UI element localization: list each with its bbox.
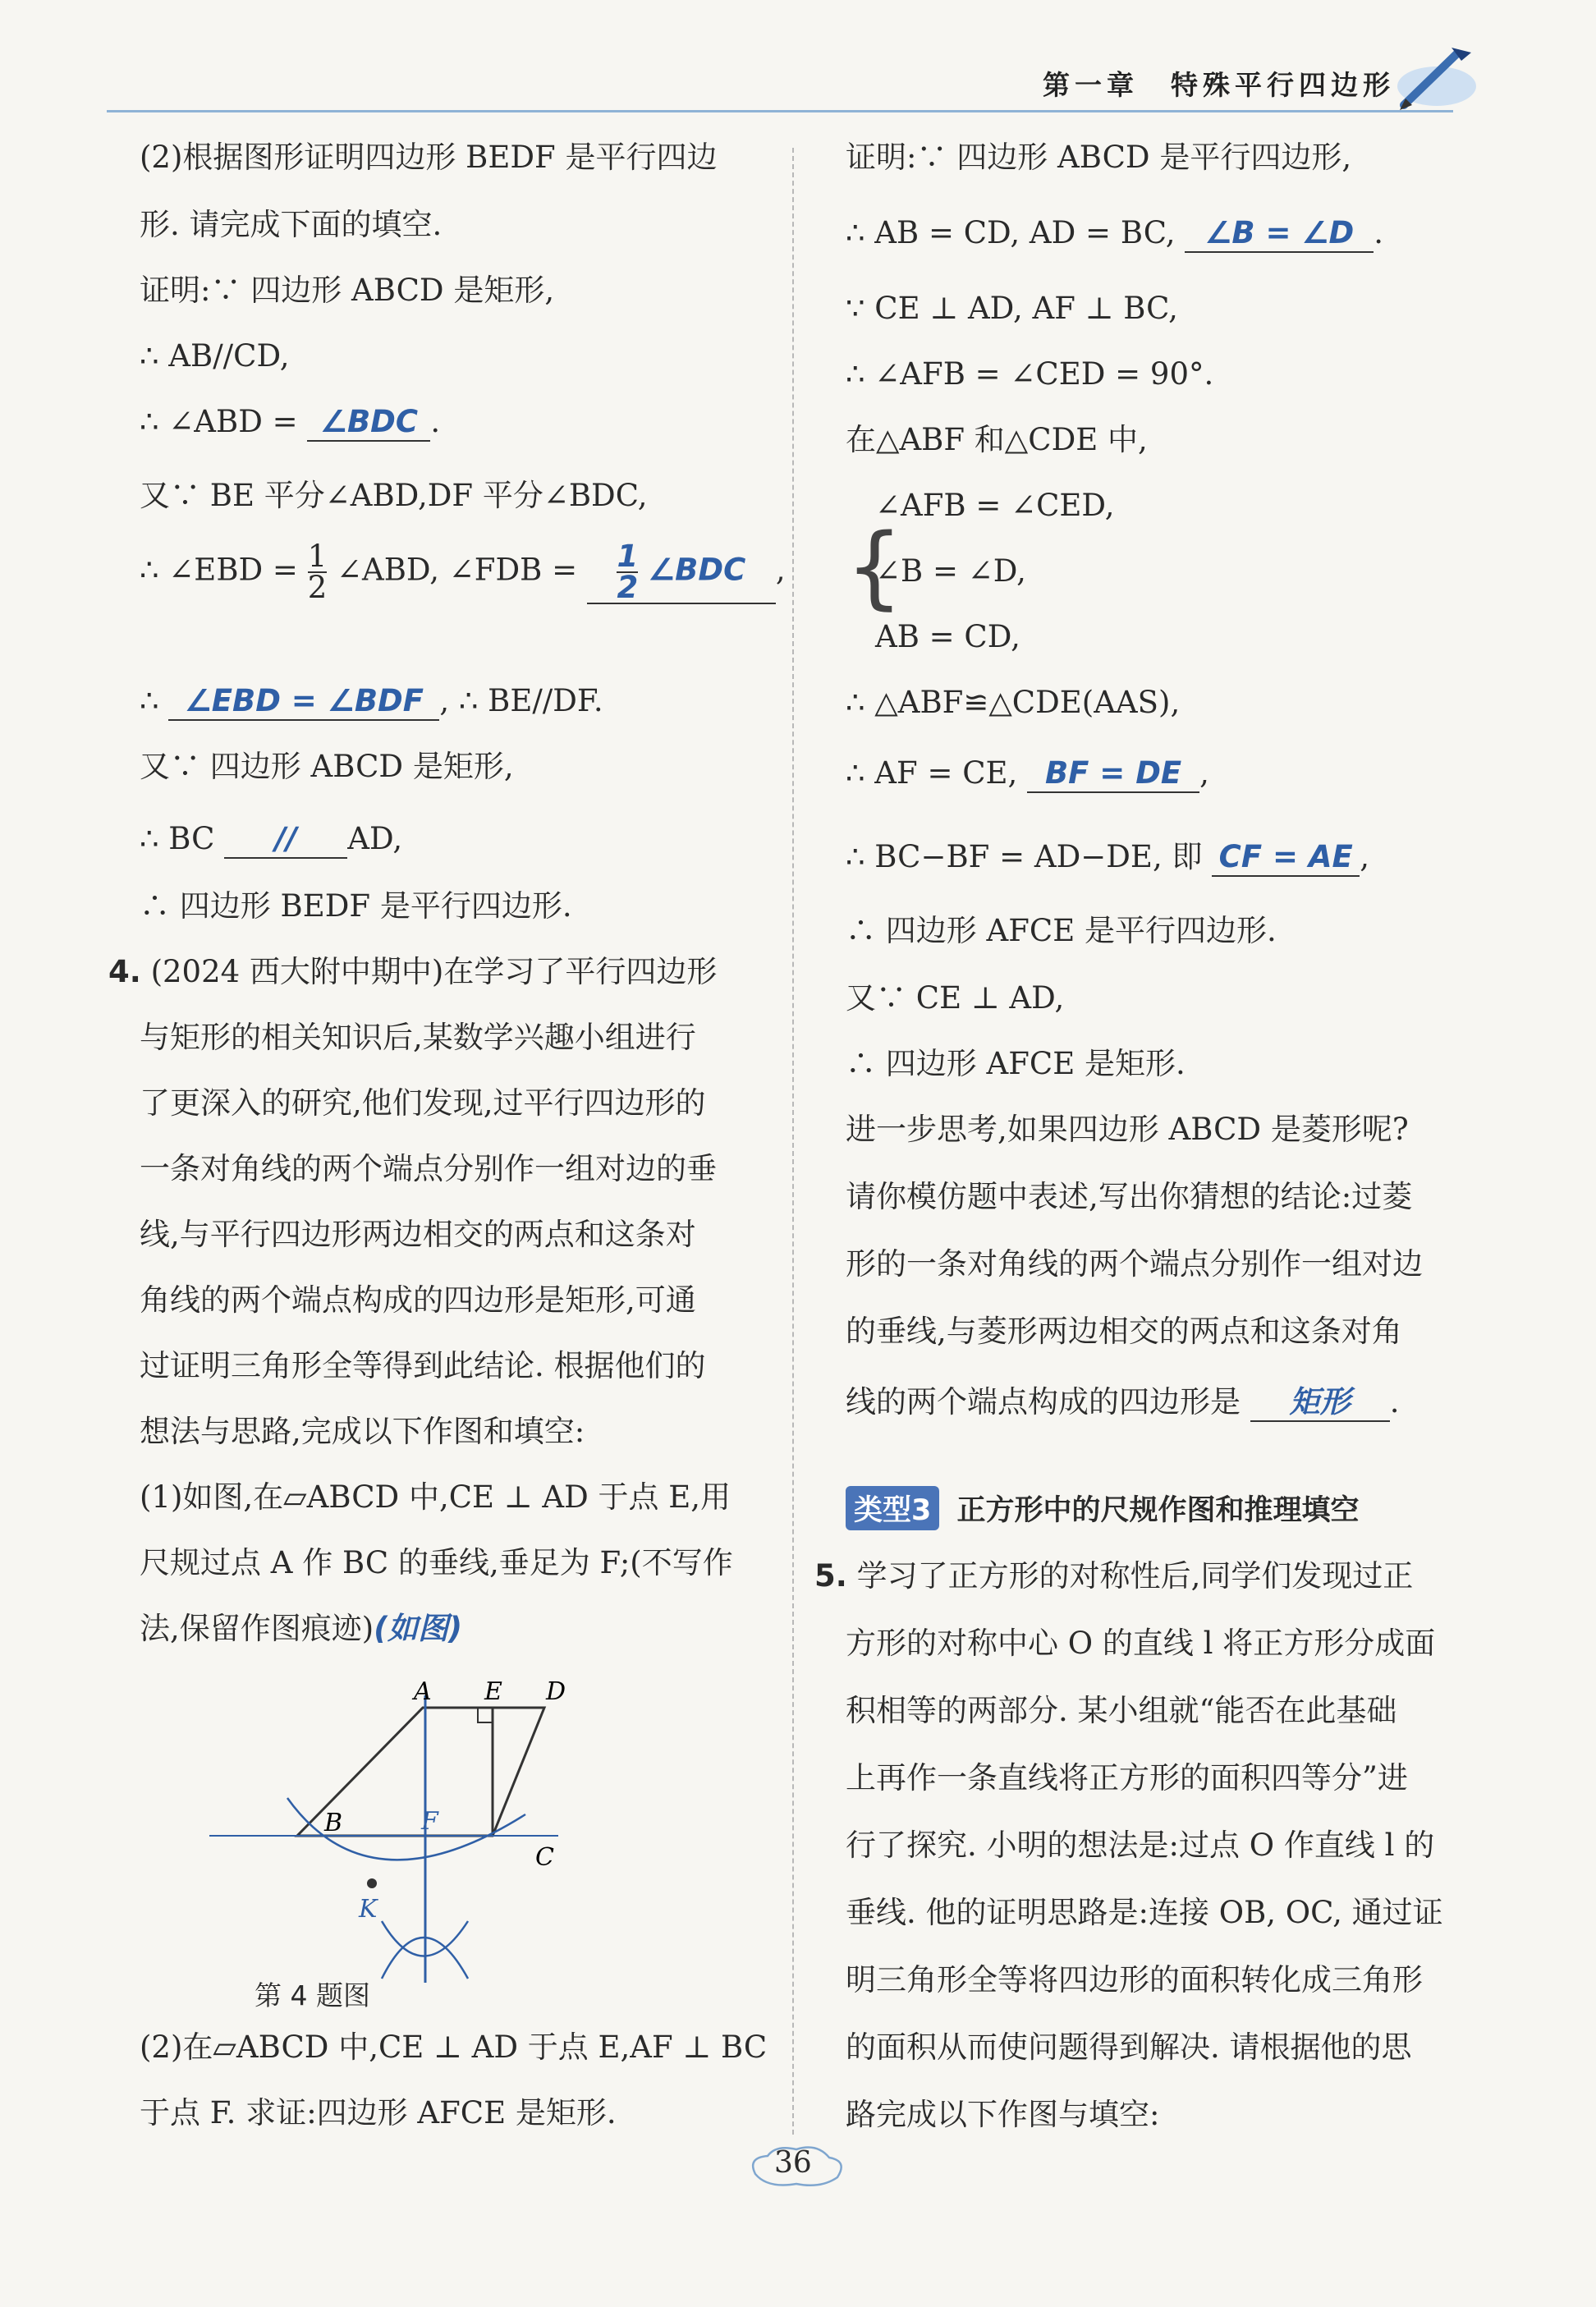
label-k: K [359,1895,378,1924]
text-line: 在△ABF 和△CDE 中, [846,422,1148,457]
label-d: D [546,1677,566,1706]
label-b: B [324,1809,343,1837]
fill-line: ∴ BC−BF = AD−DE, 即 CF = AE , [846,839,1369,877]
text-line: 想法与思路,完成以下作图和填空: [140,1414,585,1449]
fill-line: ∴ AB = CD, AD = BC, ∠B = ∠D . [846,215,1383,253]
point-k [367,1878,377,1888]
answer-blank [307,404,430,442]
text: ∴ ∠EBD = [140,552,298,588]
fill-line [140,683,603,721]
question-number: 5. [814,1558,847,1594]
text-line: 过证明三角形全等得到此结论. 根据他们的 [140,1348,706,1383]
answer-blank [587,539,776,605]
answer-text: (如图) [374,1611,463,1646]
answer-blank [1185,215,1374,253]
text-line: ∠AFB = ∠CED, [875,488,1115,523]
text-line: ∵ CE ⊥ AD, AF ⊥ BC, [846,291,1178,326]
brace-symbol: { [846,514,903,619]
fill-line: ∴ ∠EBD = $\frac{1}{2}$ ∠ABD, ∠FDB = $\frac{1}{2}$ ∠BDC , [140,539,786,605]
answer-blank [1027,755,1199,793]
answer-text: ∠B = ∠D [1204,215,1355,250]
text: ∴ AF = CE, [846,755,1018,791]
label-c: C [535,1843,554,1872]
text-line: 与矩形的相关知识后,某数学兴趣小组进行 [140,1020,696,1055]
text-line: (1)如图,在▱ABCD 中,CE ⊥ AD 于点 E,用 [140,1479,732,1515]
text-line: 证明:∵ 四边形 ABCD 是平行四边形, [846,140,1352,175]
text-line: 证明:∵ 四边形 ABCD 是矩形, [140,273,555,308]
text: (2024 西大附中期中)在学习了平行四边形 [150,954,718,989]
text: , ∴ BE//DF. [439,683,603,718]
text-line: ∴ △ABF≌△CDE(AAS), [846,685,1181,720]
text-line: 请你模仿题中表述,写出你猜想的结论:过菱 [846,1179,1413,1214]
pen-icon [1379,41,1478,115]
text: AD, [347,821,403,856]
figure-4-parallelogram [123,1535,616,1995]
label-a: A [414,1677,432,1706]
text-line: ∴ 四边形 AFCE 是矩形. [846,1046,1186,1081]
text-line: 的垂线,与菱形两边相交的两点和这条对角 [846,1314,1402,1349]
text-line: 垂线. 他的证明思路是:连接 OB, OC, 通过证 [846,1895,1443,1930]
text-line: 路完成以下作图与填空: [846,2097,1160,2132]
text-line: 上再作一条直线将正方形的面积四等分”进 [846,1760,1408,1796]
text-line: ∴ ∠AFB = ∠CED = 90°. [846,356,1214,392]
question-4-line [108,954,717,990]
text-line: 的面积从而使问题得到解决. 请根据他的思 [846,2030,1412,2065]
text-line: 进一步思考,如果四边形 ABCD 是菱形呢? [846,1112,1409,1147]
text-line: ∠B = ∠D, [875,553,1026,589]
text-line: 一条对角线的两个端点分别作一组对边的垂 [140,1151,717,1186]
question-number: 4. [108,954,141,989]
text: ∴ [140,683,159,718]
answer-text: ∠EBD = ∠BDF [184,683,424,718]
text-line: ∴ AB//CD, [140,338,290,374]
text-line: AB = CD, [875,619,1020,654]
fill-line: ∴ ∠ABD = ∠BDC . [140,404,440,442]
label-f: F [421,1807,438,1836]
text-line: 形的一条对角线的两个端点分别作一组对边 [846,1246,1423,1282]
right-angle-mark [478,1708,493,1722]
answer-text: CF = AE [1218,839,1353,874]
text-line: 于点 F. 求证:四边形 AFCE 是矩形. [140,2095,617,2130]
text-line: 法,保留作图痕迹)(如图) [140,1611,463,1646]
text-line: 又∵ BE 平分∠ABD,DF 平分∠BDC, [140,478,648,513]
page-number: 36 [774,2146,812,2180]
question-5-line [814,1558,1413,1594]
text-line: 了更深入的研究,他们发现,过平行四边形的 [140,1085,706,1121]
answer-text: 矩形 [1289,1384,1351,1420]
text: ∴ ∠ABD = [140,404,298,439]
answer-text: BF = DE [1044,755,1182,791]
type-title: 正方形中的尺规作图和推理填空 [956,1494,1360,1527]
text: 线的两个端点构成的四边形是 [846,1384,1241,1420]
text: ∴ BC−BF = AD−DE, 即 [846,839,1203,874]
answer-blank [168,683,439,721]
type-section-banner [846,1486,1360,1530]
text-line: ∴ 四边形 BEDF 是平行四边形. [140,888,572,924]
text-line: ∴ 四边形 AFCE 是平行四边形. [846,913,1277,948]
fraction: $\frac{1}{2}$ [307,539,328,605]
text-line: 形. 请完成下面的填空. [140,207,443,242]
header-rule [107,110,1453,112]
text-line: 线,与平行四边形两边相交的两点和这条对 [140,1217,696,1252]
text-line: 又∵ 四边形 ABCD 是矩形, [140,749,514,784]
answer-text: // [274,821,297,856]
answer-blank [1212,839,1360,877]
text-line: 方形的对称中心 O 的直线 l 将正方形分成面 [846,1626,1436,1661]
text-line: 行了探究. 小明的想法是:过点 O 作直线 l 的 [846,1828,1435,1863]
text: ∠ABD, ∠FDB = [337,552,578,588]
answer-text: ∠BDC [319,404,419,439]
text: ∴ AB = CD, AD = BC, [846,215,1176,250]
text-line: 积相等的两部分. 某小组就“能否在此基础 [846,1693,1397,1728]
fill-line [140,821,402,859]
text-line: (2)在▱ABCD 中,CE ⊥ AD 于点 E,AF ⊥ BC [140,2030,768,2065]
answer-fraction: $\frac{1}{2}$ [617,539,639,605]
text-line: 又∵ CE ⊥ AD, [846,980,1065,1016]
text-line: 角线的两个端点构成的四边形是矩形,可通 [140,1282,696,1318]
text: 学习了正方形的对称性后,同学们发现过正 [856,1558,1414,1594]
answer-text: ∠BDC [647,552,746,588]
answer-blank [224,821,347,859]
text-line: 明三角形全等将四边形的面积转化成三角形 [846,1962,1423,1997]
label-e: E [484,1677,502,1706]
figure-caption: 第 4 题图 [255,1979,370,2011]
text: ∴ BC [140,821,215,856]
answer-blank [1250,1384,1390,1422]
construction-arc [287,1798,525,1860]
fill-line: 线的两个端点构成的四边形是 矩形 . [846,1384,1400,1422]
text-line: (2)根据图形证明四边形 BEDF 是平行四边 [140,140,718,175]
fill-line: ∴ AF = CE, BF = DE , [846,755,1209,793]
chapter-title: 第一章 特殊平行四边形 [1043,69,1395,101]
column-divider [792,148,794,2135]
type-label: 类型3 [846,1486,939,1530]
text-line: 尺规过点 A 作 BC 的垂线,垂足为 F;(不写作 [140,1545,733,1580]
